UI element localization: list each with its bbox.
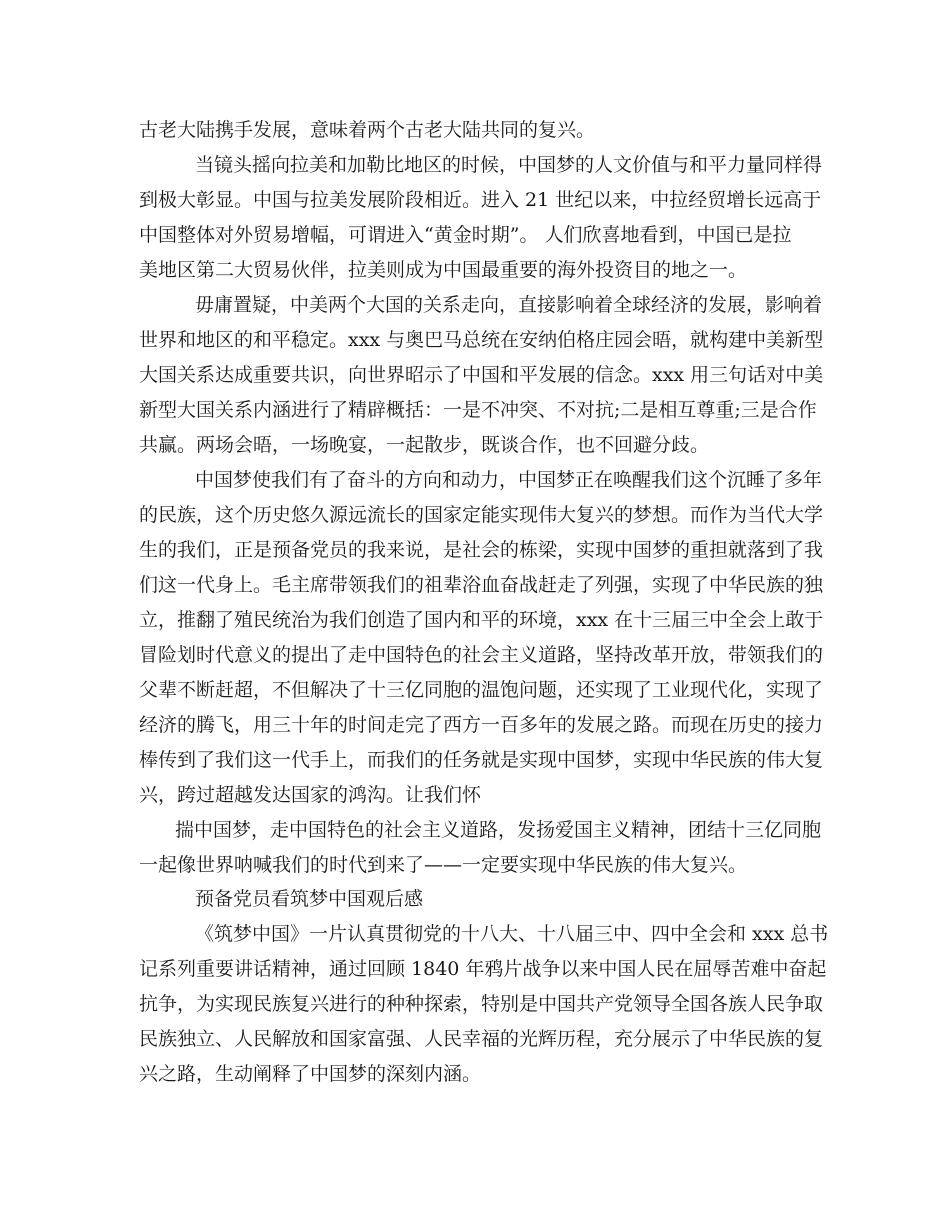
text-line: 经济的腾飞，用三十年的时间走完了西方一百多年的发展之路。而现在历史的接力	[139, 714, 824, 736]
text-line: 世界和地区的和平稳定。xxx 与奥巴马总统在安纳伯格庄园会晤，就构建中美新型	[139, 329, 824, 351]
text-line: 《筑梦中国》一片认真贯彻党的十八大、十八届三中、四中全会和 xxx 总书	[195, 923, 829, 945]
text-line: 记系列重要讲话精神，通过回顾 1840 年鸦片战争以来中国人民在屈辱苦难中奋起	[139, 958, 827, 980]
text-line: 民族独立、人民解放和国家富强、人民幸福的光辉历程，充分展示了中华民族的复	[139, 1028, 824, 1050]
text-line: 冒险划时代意义的提出了走中国特色的社会主义道路，坚持改革开放，带领我们的	[139, 644, 824, 666]
text-line: 古老大陆携手发展，意味着两个古老大陆共同的复兴。	[139, 119, 596, 141]
text-line: 抗争，为实现民族复兴进行的种种探索，特别是中国共产党领导全国各族人民争取	[139, 993, 824, 1015]
text-line: 父辈不断赶超，不但解决了十三亿同胞的温饱问题，还实现了工业现代化，实现了	[139, 679, 824, 701]
text-line: 立，推翻了殖民统治为我们创造了国内和平的环境，xxx 在十三届三中全会上敢于	[139, 609, 824, 631]
text-line: 揣中国梦，走中国特色的社会主义道路，发扬爱国主义精神，团结十三亿同胞	[175, 819, 822, 841]
section-heading: 预备党员看筑梦中国观后感	[195, 888, 424, 910]
text-line: 中国整体对外贸易增幅，可谓进入“黄金时期”。 人们欣喜地看到，中国已是拉	[139, 224, 792, 246]
text-line: 兴之路，生动阐释了中国梦的深刻内涵。	[139, 1063, 482, 1085]
text-line: 新型大国关系内涵进行了精辟概括：一是不冲突、不对抗;二是相互尊重;三是合作	[139, 399, 817, 421]
text-line: 当镜头摇向拉美和加勒比地区的时候，中国梦的人文价值与和平力量同样得	[195, 154, 823, 176]
text-line: 一起像世界呐喊我们的时代到来了——一定要实现中华民族的伟大复兴。	[139, 854, 748, 876]
text-line: 棒传到了我们这一代手上，而我们的任务就是实现中国梦，实现中华民族的伟大复	[139, 749, 824, 771]
text-line: 共赢。两场会晤，一场晚宴，一起散步，既谈合作，也不回避分歧。	[139, 434, 710, 456]
text-line: 生的我们，正是预备党员的我来说，是社会的栋梁，实现中国梦的重担就落到了我	[139, 539, 824, 561]
text-line: 美地区第二大贸易伙伴，拉美则成为中国最重要的海外投资目的地之一。	[139, 259, 748, 281]
text-line: 的民族，这个历史悠久源远流长的国家定能实现伟大复兴的梦想。而作为当代大学	[139, 504, 824, 526]
text-line: 毋庸置疑，中美两个大国的关系走向，直接影响着全球经济的发展，影响着	[195, 294, 823, 316]
text-line: 到极大彰显。中国与拉美发展阶段相近。进入 21 世纪以来，中拉经贸增长远高于	[139, 189, 822, 211]
text-line: 兴，跨过超越发达国家的鸿沟。让我们怀	[139, 784, 482, 806]
text-line: 们这一代身上。毛主席带领我们的祖辈浴血奋战赶走了列强，实现了中华民族的独	[139, 574, 824, 596]
text-line: 中国梦使我们有了奋斗的方向和动力，中国梦正在唤醒我们这个沉睡了多年	[195, 469, 823, 491]
text-line: 大国关系达成重要共识，向世界昭示了中国和平发展的信念。xxx 用三句话对中美	[139, 364, 824, 386]
